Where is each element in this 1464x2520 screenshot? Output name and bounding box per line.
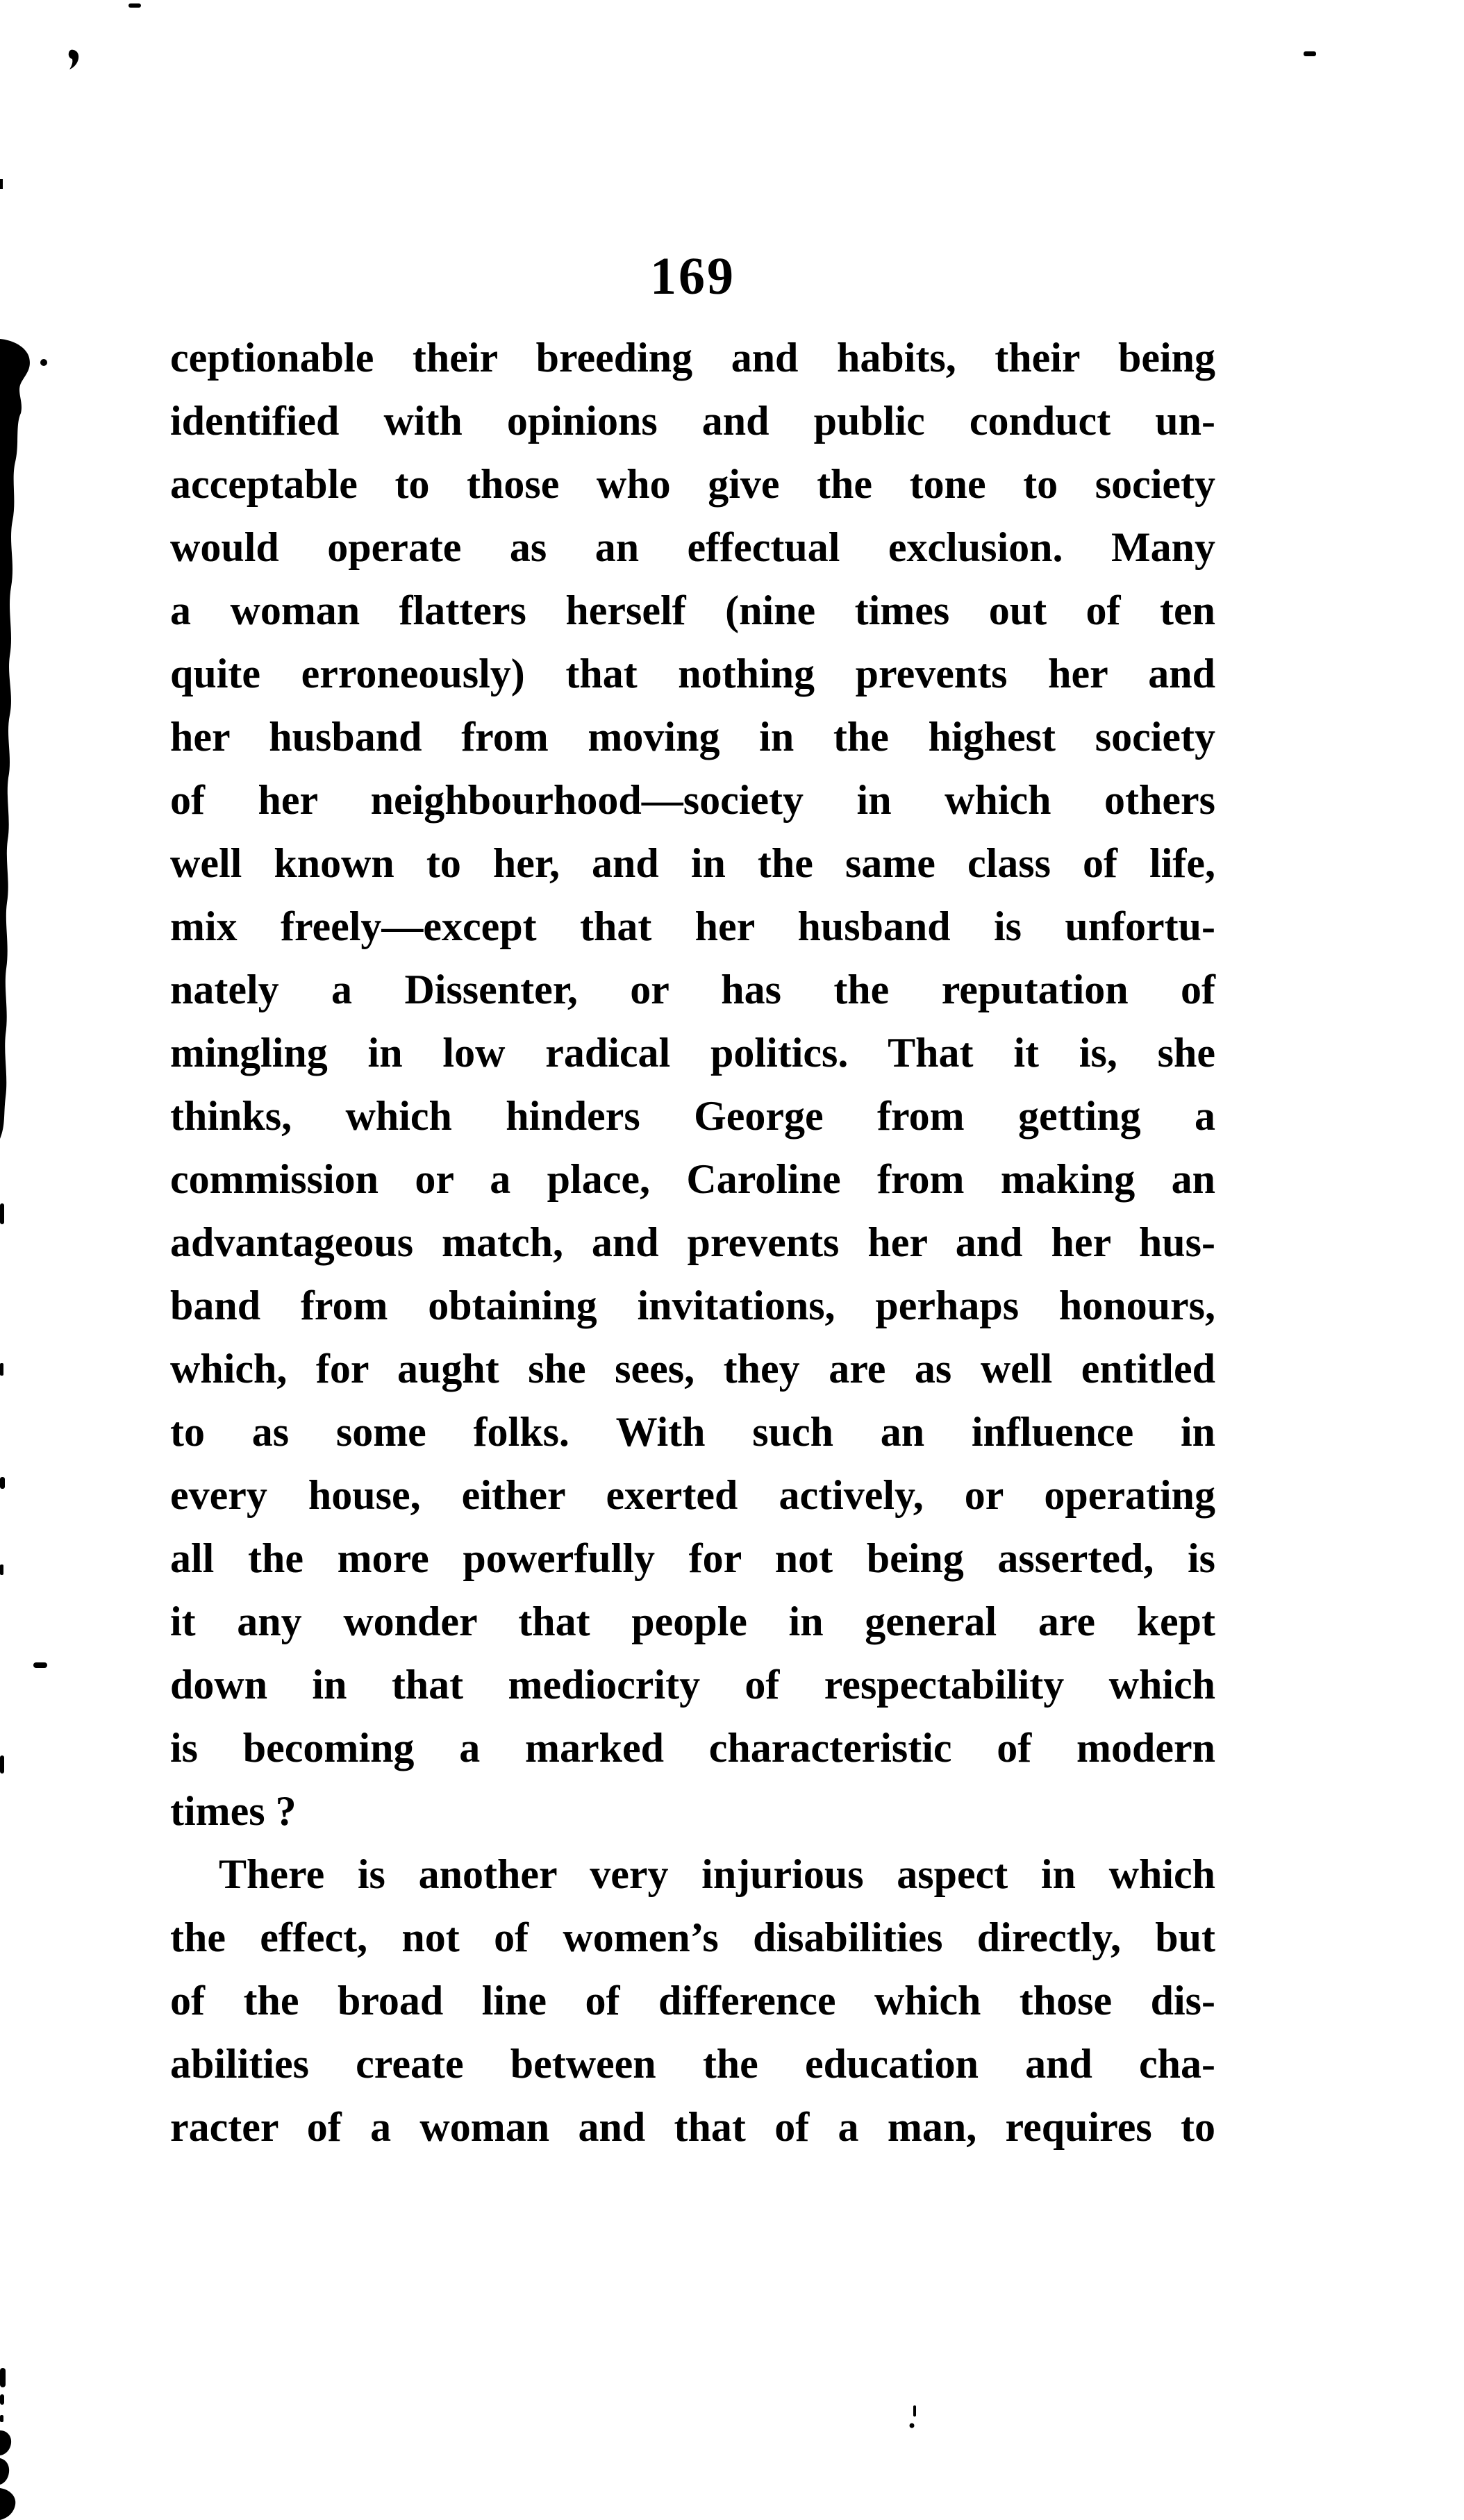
text-line: There is another very injurious aspect in which bbox=[219, 1851, 1215, 1897]
text-line: the effect, not of women’s disabilities directly, but bbox=[170, 1914, 1215, 1960]
binding-smudge-bottom bbox=[0, 2488, 15, 2520]
ink-speck bbox=[0, 2394, 4, 2405]
ink-speck bbox=[910, 2423, 915, 2428]
text-line: ceptionable their breeding and habits, their being bbox=[170, 335, 1215, 381]
binding-smudge-bottom bbox=[0, 2458, 9, 2485]
text-line: acceptable to those who give the tone to society bbox=[170, 461, 1215, 507]
text-line: nately a Dissenter, or has the reputation of bbox=[170, 967, 1215, 1012]
text-line: abilities create between the education and cha- bbox=[170, 2041, 1215, 2087]
text-line: thinks, which hinders George from getting a bbox=[170, 1093, 1215, 1139]
page-text bbox=[170, 326, 1215, 2159]
paragraph-1 bbox=[170, 326, 1215, 1843]
paragraph-2 bbox=[170, 1843, 1215, 2159]
ink-speck bbox=[33, 1662, 47, 1668]
ink-speck bbox=[1304, 51, 1316, 56]
ink-speck bbox=[0, 2368, 6, 2387]
text-line: her husband from moving in the highest society bbox=[170, 714, 1215, 760]
text-line: quite erroneously) that nothing prevents her and bbox=[170, 651, 1215, 696]
text-line: advantageous match, and prevents her and her hus- bbox=[170, 1219, 1215, 1265]
text-line: identified with opinions and public conduct un- bbox=[170, 398, 1215, 444]
binding-smudge bbox=[0, 339, 30, 1139]
ink-speck bbox=[0, 179, 3, 189]
text-line: of the broad line of difference which those dis- bbox=[170, 1978, 1215, 2023]
text-line: would operate as an effectual exclusion. Many bbox=[170, 524, 1215, 570]
text-line: every house, either exerted actively, or operating bbox=[170, 1472, 1215, 1518]
ink-speck bbox=[40, 359, 47, 366]
stray-apostrophe-mark bbox=[69, 50, 78, 69]
text-line: well known to her, and in the same class of life, bbox=[170, 840, 1215, 886]
ink-speck bbox=[0, 1755, 4, 1774]
text-line: all the more powerfully for not being asserted, is bbox=[170, 1535, 1215, 1581]
text-line: of her neighbourhood—society in which others bbox=[170, 777, 1215, 823]
text-line: mix freely—except that her husband is unfortu- bbox=[170, 903, 1215, 949]
text-line: mingling in low radical politics. That it is, she bbox=[170, 1030, 1215, 1076]
ink-speck bbox=[913, 2405, 916, 2417]
ink-speck bbox=[0, 1203, 4, 1224]
text-line: to as some folks. With such an influence in bbox=[170, 1409, 1215, 1455]
text-line: it any wonder that people in general are kept bbox=[170, 1599, 1215, 1644]
text-line: commission or a place, Caroline from making an bbox=[170, 1156, 1215, 1202]
text-line: racter of a woman and that of a man, requires to bbox=[170, 2104, 1215, 2150]
binding-smudge-bottom bbox=[0, 2430, 11, 2455]
ink-speck bbox=[128, 3, 141, 8]
text-line: times ? bbox=[170, 1788, 297, 1834]
text-line: which, for aught she sees, they are as well entitled bbox=[170, 1346, 1215, 1392]
ink-speck bbox=[0, 2415, 3, 2422]
text-line: is becoming a marked characteristic of modern bbox=[170, 1725, 1215, 1771]
text-line: down in that mediocrity of respectability which bbox=[170, 1662, 1215, 1708]
ink-speck bbox=[0, 1564, 3, 1575]
ink-speck bbox=[0, 1477, 5, 1489]
page-number: 169 bbox=[650, 247, 735, 306]
text-line: a woman flatters herself (nine times out of ten bbox=[170, 587, 1215, 633]
ink-speck bbox=[0, 1363, 3, 1376]
text-line: band from obtaining invitations, perhaps honours, bbox=[170, 1283, 1215, 1328]
